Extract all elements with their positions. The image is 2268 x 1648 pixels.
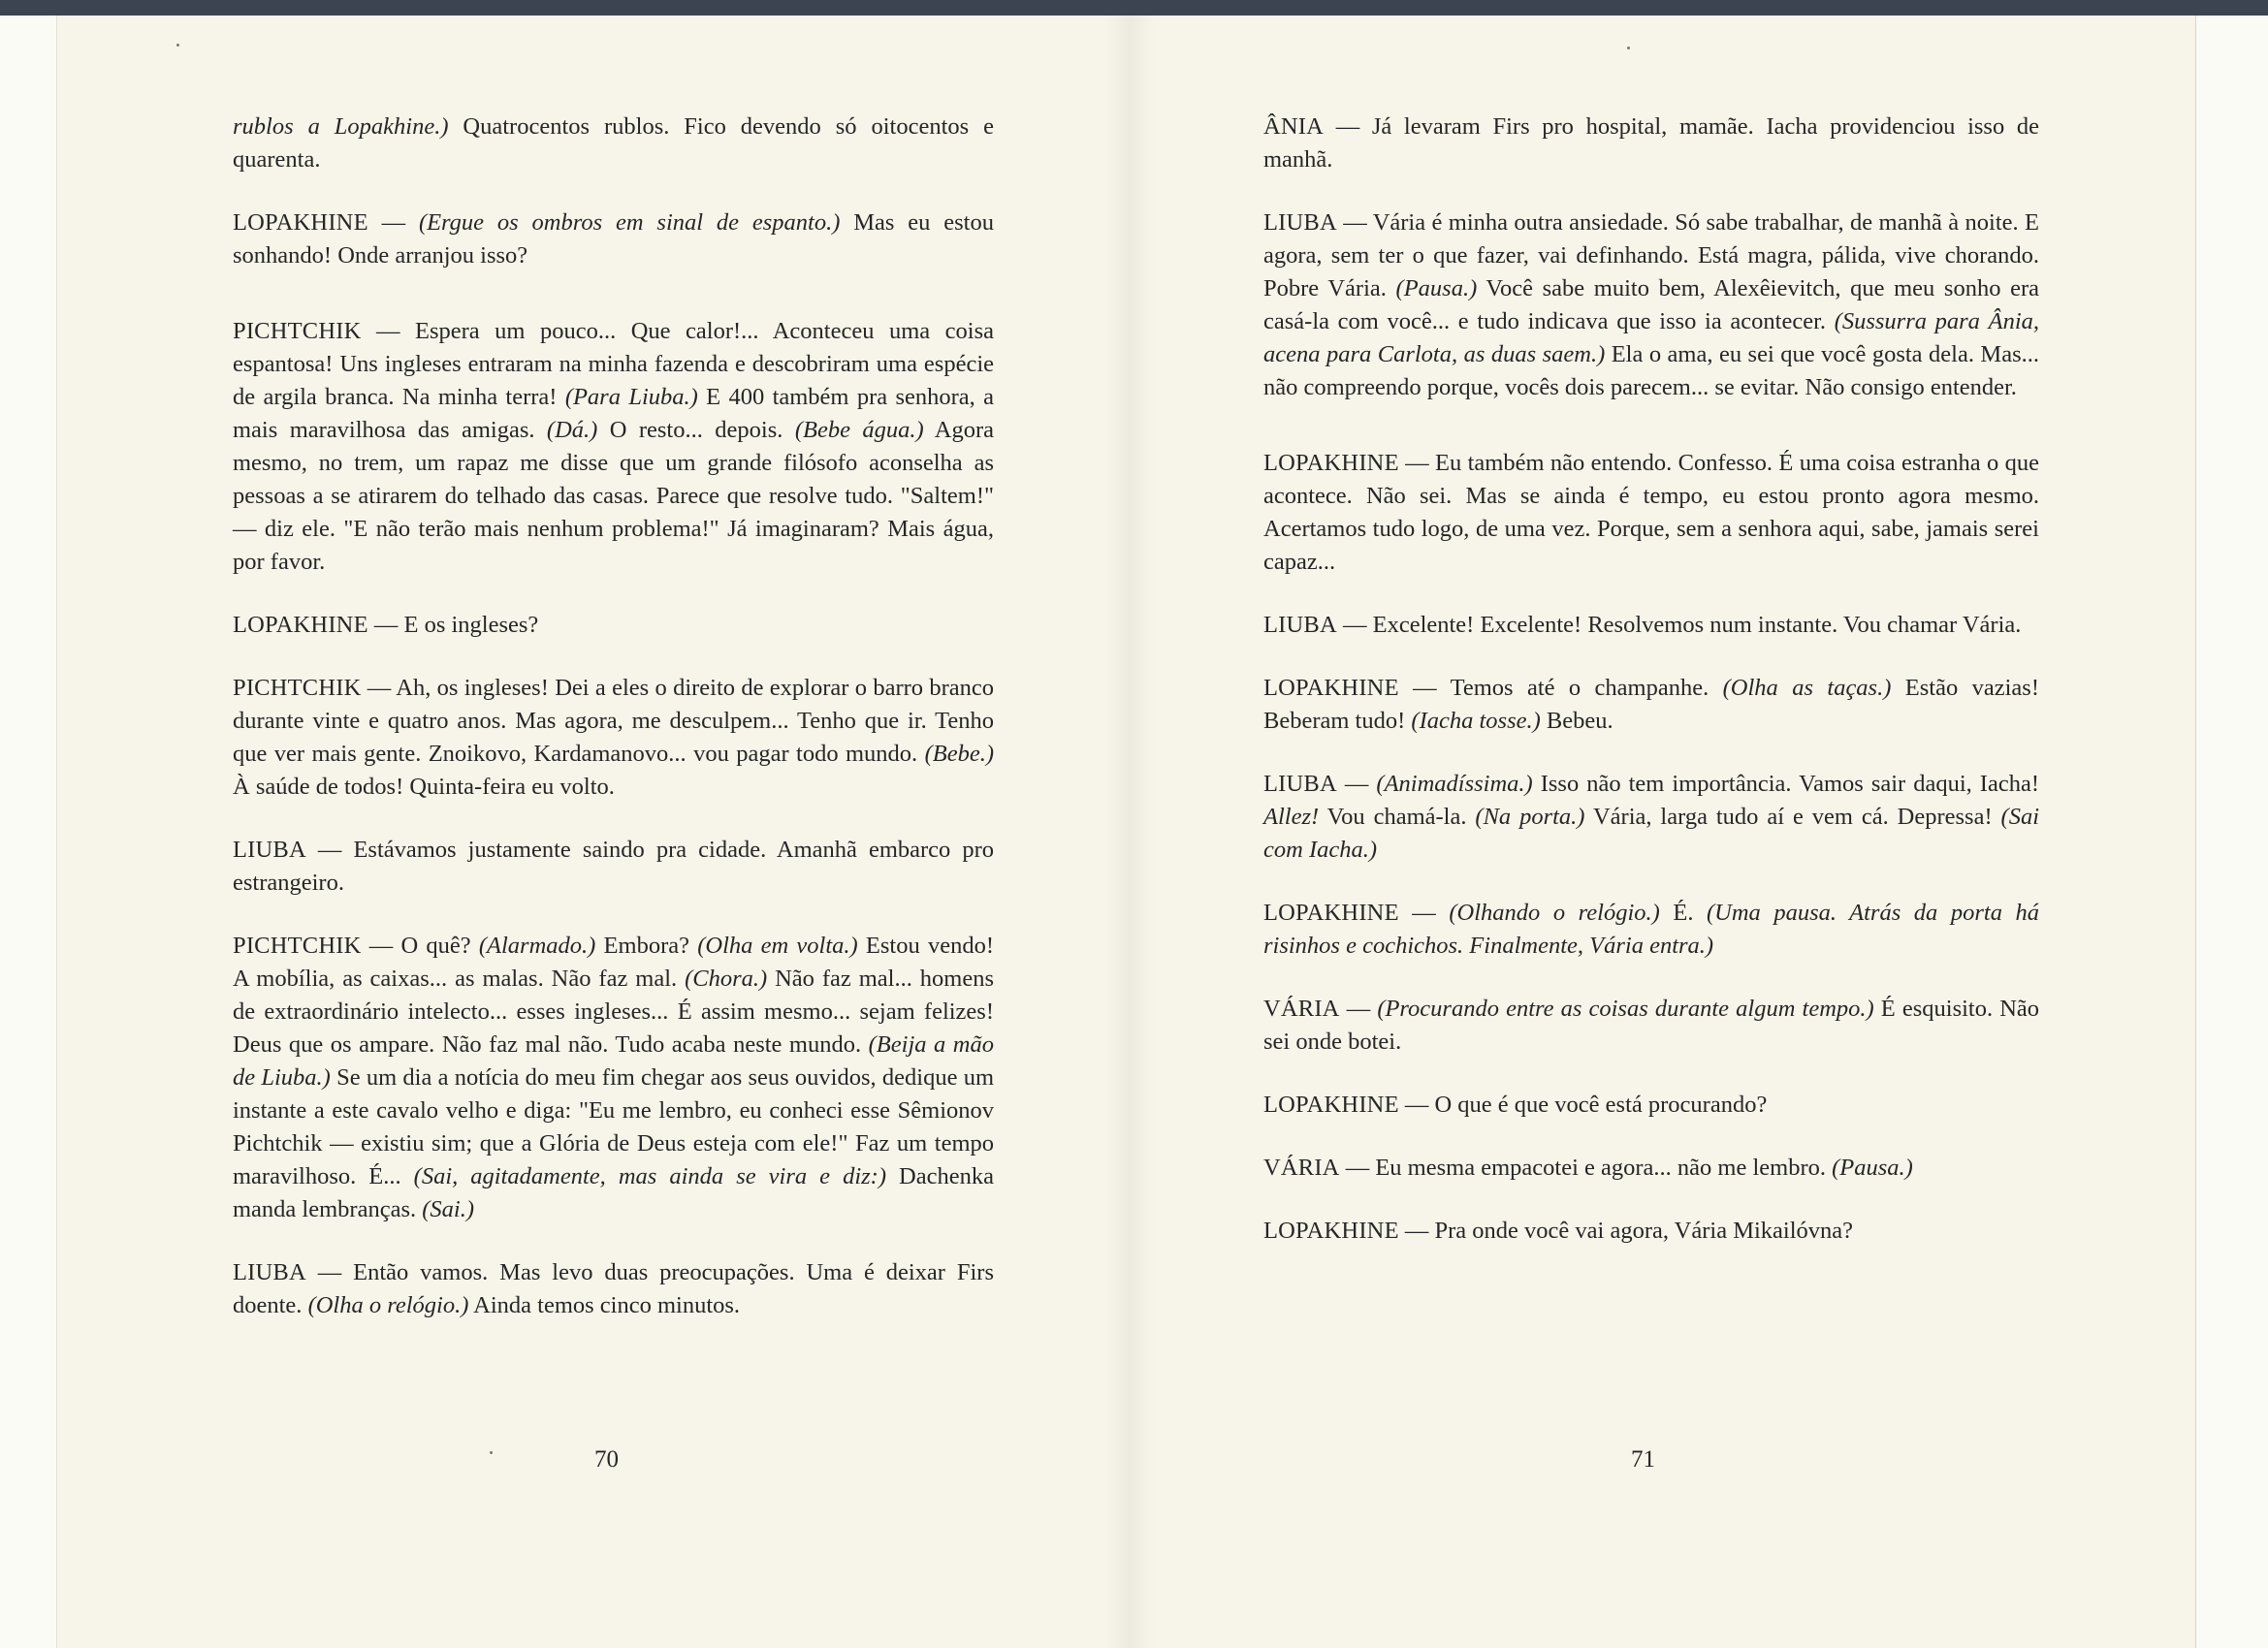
right-page-text [1263, 111, 2039, 1278]
dialogue-text: — Espera um pouco... Que calor!... Aconteceu uma coisa espantosa! Uns ingleses entraram na minha fazenda e descobriram uma espécie de argila branca. Na minha terra! [233, 318, 994, 410]
dialogue-paragraph [1263, 609, 2039, 642]
dialogue-text: — E os ingleses? [367, 612, 539, 638]
dialogue-paragraph [233, 315, 994, 579]
dialogue-text: — [367, 209, 419, 236]
dialogue-paragraph [1263, 768, 2039, 867]
dialogue-text: Ela o ama, eu sei que você gosta dela. Mas... não compreendo porque, vocês dois parecem... se evitar. Não consigo entender. [1263, 341, 2039, 400]
speaker-name: LOPAKHINE [1263, 450, 1399, 476]
dialogue-text: — O que é que você está procurando? [1398, 1092, 1768, 1118]
dialogue-text: — Estávamos justamente saindo pra cidade. Amanhã embarco pro estrangeiro. [233, 837, 994, 896]
speaker-name: LIUBA [233, 1259, 306, 1285]
dialogue-text: É. [1659, 900, 1708, 926]
speaker-name: VÁRIA [1263, 1155, 1340, 1181]
dialogue-text: — Pra onde você vai agora, Vária Mikailóvna? [1398, 1218, 1854, 1244]
dialogue-text: Não faz mal... homens de extraordinário intelecto... esses ingleses... É assim mesmo... sejam felizes! Deus que os ampare. Não faz mal não. Tudo acaba neste mundo. [233, 966, 994, 1058]
speaker-name: LOPAKHINE [233, 209, 368, 236]
dialogue-text: Estão vazias! Beberam tudo! [1263, 675, 2039, 734]
page-number-right: 71 [1631, 1446, 1655, 1473]
stage-direction: (Bebe água.) [794, 417, 924, 443]
stage-direction: (Ergue os ombros em sinal de espanto.) [418, 209, 841, 236]
dialogue-text: — Excelente! Excelente! Resolvemos num instante. Vou chamar Vária. [1336, 612, 2022, 638]
dialogue-text: — Vária é minha outra ansiedade. Só sabe trabalhar, de manhã à noite. E agora, sem ter o que fazer, vai definhando. Está magra, pálida, vive chorando. Pobre Vária. [1263, 209, 2039, 301]
stage-direction: (Uma pausa. Atrás da porta há risinhos e cochichos. Finalmente, Vária entra.) [1263, 900, 2040, 959]
dialogue-text: — Temos até o champanhe. [1398, 675, 1723, 701]
dialogue-text: — Eu também não entendo. Confesso. É uma coisa estranha o que acontece. Não sei. Mas se ainda é tempo, eu estou pronto agora mesmo. Acertamos tudo logo, de uma vez. Porque, sem a senhora aqui, sabe, jamais serei capaz... [1263, 450, 2039, 575]
dialogue-text: Isso não tem importância. Vamos sair daqui, Iacha! [1532, 771, 2039, 797]
stage-direction: Allez! [1263, 804, 1320, 830]
dialogue-text: À saúde de todos! Quinta-feira eu volto. [233, 774, 615, 800]
stage-direction: (Sai com Iacha.) [1263, 804, 2040, 863]
speaker-name: LOPAKHINE [233, 612, 368, 638]
dialogue-paragraph [1263, 672, 2039, 738]
book-gutter [1105, 16, 1154, 1648]
stage-direction: (Sussurra para Ânia, acena para Carlota, as duas saem.) [1263, 308, 2039, 367]
stage-direction: (Beija a mão de Liuba.) [233, 1031, 994, 1091]
dialogue-text: — Ah, os ingleses! Dei a eles o direito de explorar o barro branco durante vinte e quatro anos. Mas agora, me desculpem... Tenho que ir. Tenho que ver mais gente. Znoikovo, Kardamanovo... vou pagar todo mundo. [233, 675, 994, 767]
stage-direction: rublos a Lopakhine.) [233, 113, 449, 140]
dialogue-text: Ainda temos cinco minutos. [468, 1292, 741, 1318]
speaker-name: LIUBA [233, 837, 306, 863]
stage-direction: (Bebe.) [924, 741, 994, 767]
dialogue-text: Estou vendo! A mobília, as caixas... as malas. Não faz mal. [233, 933, 994, 992]
dialogue-text: — [1339, 996, 1378, 1022]
dialogue-text: — O quê? [361, 933, 479, 959]
dialogue-paragraph [1263, 447, 2039, 579]
dialogue-text: Vária, larga tudo aí e vem cá. Depressa! [1584, 804, 2001, 830]
left-page-text [233, 111, 994, 1352]
stage-direction: (Olha o relógio.) [307, 1292, 469, 1318]
dialogue-text: — [1336, 771, 1377, 797]
stage-direction: (Alarmado.) [478, 933, 596, 959]
dialogue-text: — Já levaram Firs pro hospital, mamãe. Iacha providenciou isso de manhã. [1263, 113, 2039, 173]
dialogue-paragraph [233, 609, 994, 642]
stage-direction: (Olhando o relógio.) [1449, 900, 1660, 926]
speaker-name: LOPAKHINE [1263, 1218, 1399, 1244]
scan-speck [1627, 47, 1630, 49]
right-page-margin [2195, 16, 2268, 1648]
speaker-name: LIUBA [1263, 612, 1337, 638]
speaker-name: ÂNIA [1263, 113, 1325, 140]
dialogue-paragraph [1263, 1152, 2039, 1185]
dialogue-text: Dachenka manda lembranças. [233, 1163, 994, 1222]
speaker-name: LIUBA [1263, 209, 1337, 236]
dialogue-paragraph [1263, 111, 2039, 176]
page-number-left: 70 [594, 1446, 619, 1473]
stage-direction: (Dá.) [546, 417, 598, 443]
stage-direction: (Olha as taças.) [1722, 675, 1892, 701]
scan-top-edge [0, 0, 2268, 16]
speaker-name: VÁRIA [1263, 996, 1340, 1022]
scan-speck [490, 1451, 493, 1454]
dialogue-text: Bebeu. [1540, 708, 1613, 734]
stage-direction: (Na porta.) [1475, 804, 1585, 830]
dialogue-paragraph [233, 930, 994, 1226]
stage-direction: (Sai, agitadamente, mas ainda se vira e diz:) [413, 1163, 886, 1189]
left-page-margin [0, 16, 57, 1648]
dialogue-text: — Eu mesma empacotei e agora... não me lembro. [1339, 1155, 1833, 1181]
scan-speck [176, 44, 179, 47]
speaker-name: LIUBA [1263, 771, 1337, 797]
speaker-name: PICHTCHIK [233, 318, 362, 344]
stage-direction: (Iacha tosse.) [1411, 708, 1541, 734]
stage-direction: (Pausa.) [1832, 1155, 1913, 1181]
dialogue-text: — Então vamos. Mas levo duas preocupações. Uma é deixar Firs doente. [233, 1259, 994, 1318]
dialogue-paragraph [1263, 1089, 2039, 1122]
dialogue-text: — [1398, 900, 1450, 926]
dialogue-paragraph [233, 672, 994, 804]
dialogue-text: É esquisito. Não sei onde botei. [1263, 996, 2040, 1055]
dialogue-text: Se um dia a notícia do meu fim chegar aos seus ouvidos, dedique um instante a este cavalo velho e diga: "Eu me lembro, eu conheci esse Sêmionov Pichtchik — existiu sim; que a Glória de Deus esteja com ele!" Faz um tempo maravilhoso. É... [233, 1064, 994, 1189]
stage-direction: (Animadíssima.) [1376, 771, 1533, 797]
dialogue-text: Você sabe muito bem, Alexêievitch, que meu sonho era casá-la com você... e tudo indicava que isso ia acontecer. [1263, 275, 2040, 334]
stage-direction: (Olha em volta.) [697, 933, 858, 959]
dialogue-text: E 400 também pra senhora, a mais maravilhosa das amigas. [233, 384, 995, 443]
dialogue-text: Quatrocentos rublos. Fico devendo só oitocentos e quarenta. [233, 113, 994, 173]
dialogue-paragraph [233, 1256, 994, 1322]
dialogue-text: Embora? [595, 933, 698, 959]
dialogue-paragraph [233, 111, 994, 176]
stage-direction: (Pausa.) [1395, 275, 1478, 301]
speaker-name: LOPAKHINE [1263, 900, 1399, 926]
stage-direction: (Sai.) [422, 1196, 474, 1222]
dialogue-paragraph [233, 834, 994, 900]
speaker-name: PICHTCHIK [233, 675, 362, 701]
dialogue-text: Vou chamá-la. [1319, 804, 1476, 830]
dialogue-paragraph [1263, 1215, 2039, 1248]
dialogue-text: Agora mesmo, no trem, um rapaz me disse que um grande filósofo aconselha as pessoas a se atirarem do telhado das casas. Parece que resolve tudo. "Saltem!" — diz ele. "E não terão mais nenhum problema!" Já imaginaram? Mais água, por favor. [233, 417, 994, 575]
speaker-name: PICHTCHIK [233, 933, 362, 959]
dialogue-paragraph [1263, 897, 2039, 963]
dialogue-text: Mas eu estou sonhando! Onde arranjou isso? [233, 209, 994, 269]
speaker-name: LOPAKHINE [1263, 1092, 1399, 1118]
dialogue-paragraph [233, 206, 994, 272]
stage-direction: (Procurando entre as coisas durante algum tempo.) [1377, 996, 1874, 1022]
stage-direction: (Chora.) [685, 966, 768, 992]
speaker-name: LOPAKHINE [1263, 675, 1399, 701]
stage-direction: (Para Liuba.) [564, 384, 698, 410]
dialogue-text: O resto... depois. [597, 417, 795, 443]
dialogue-paragraph [1263, 206, 2039, 404]
dialogue-paragraph [1263, 993, 2039, 1059]
